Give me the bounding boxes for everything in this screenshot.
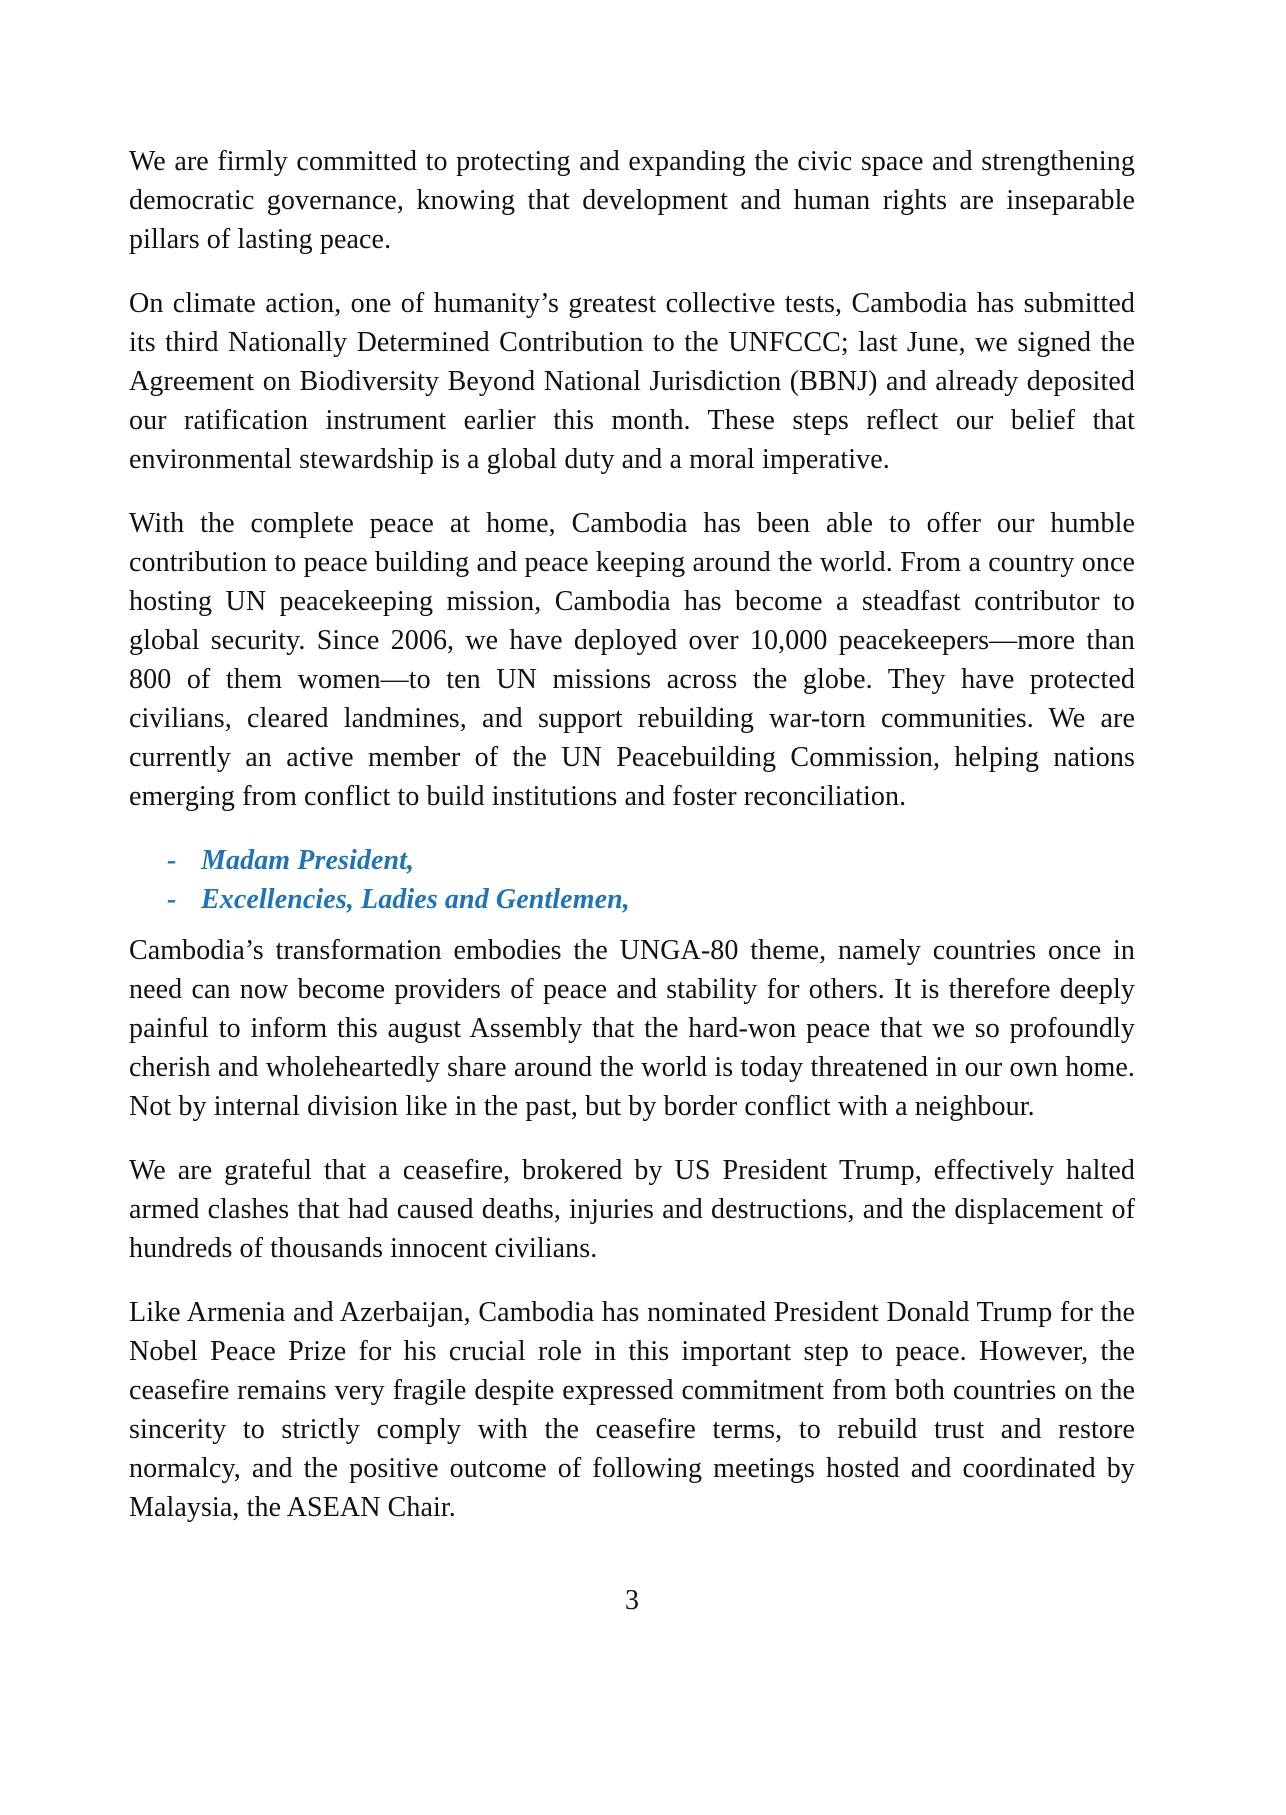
salutation-text: Excellencies, Ladies and Gentlemen,: [201, 884, 630, 915]
text-column: [129, 142, 1135, 1620]
paragraph-nobel-nomination: Like Armenia and Azerbaijan, Cambodia has nominated President Donald Trump for the Nobel Peace Prize for his crucial role in this important step to peace. However, the ceasefire remains very fragile despite expressed commitment from both countries on the sincerity to strictly comply with the ceasefire terms, to rebuild trust and restore normalcy, and the positive outcome of following meetings hosted and coordinated by Malaysia, the ASEAN Chair.: [129, 1297, 1135, 1523]
salutation-list: [129, 841, 1135, 919]
paragraph-peacekeeping: With the complete peace at home, Cambodia has been able to offer our humble contribution to peace building and peace keeping around the world. From a country once hosting UN peacekeeping mission, Cambodia has become a steadfast contributor to global security. Since 2006, we have deployed over 10,000 peacekeepers—more than 800 of them women—to ten UN missions across the globe. They have protected civilians, cleared landmines, and support rebuilding war-torn communities. We are currently an active member of the UN Peacebuilding Commission, helping nations emerging from conflict to build institutions and foster reconciliation.: [129, 508, 1135, 812]
salutation-dash: -: [167, 845, 177, 876]
paragraph-climate-action: On climate action, one of humanity’s greatest collective tests, Cambodia has submitted its third Nationally Determined Contribution to the UNFCCC; last June, we signed the Agreement on Biodiversity Beyond National Jurisdiction (BBNJ) and already deposited our ratification instrument earlier this month. These steps reflect our belief that environmental stewardship is a global duty and a moral imperative.: [129, 288, 1135, 475]
paragraph-transformation: Cambodia’s transformation embodies the UNGA-80 theme, namely countries once in need can now become providers of peace and stability for others. It is therefore deeply painful to inform this august Assembly that the hard-won peace that we so profoundly cherish and wholeheartedly share around the world is today threatened in our own home. Not by internal division like in the past, but by border conflict with a neighbour.: [129, 935, 1135, 1122]
page-number: 3: [624, 1585, 640, 1616]
salutation-dash: -: [167, 884, 177, 915]
paragraph-ceasefire-gratitude: We are grateful that a ceasefire, brokered by US President Trump, effectively halted armed clashes that had caused deaths, injuries and destructions, and the displacement of hundreds of thousands innocent civilians.: [129, 1155, 1135, 1264]
paragraph-civic-space: We are firmly committed to protecting and expanding the civic space and strengthening democratic governance, knowing that development and human rights are inseparable pillars of lasting peace.: [129, 146, 1135, 255]
salutation-text: Madam President,: [201, 845, 415, 876]
salutation-line-excellencies: [167, 880, 1135, 919]
salutation-line-madam-president: [167, 841, 1135, 880]
